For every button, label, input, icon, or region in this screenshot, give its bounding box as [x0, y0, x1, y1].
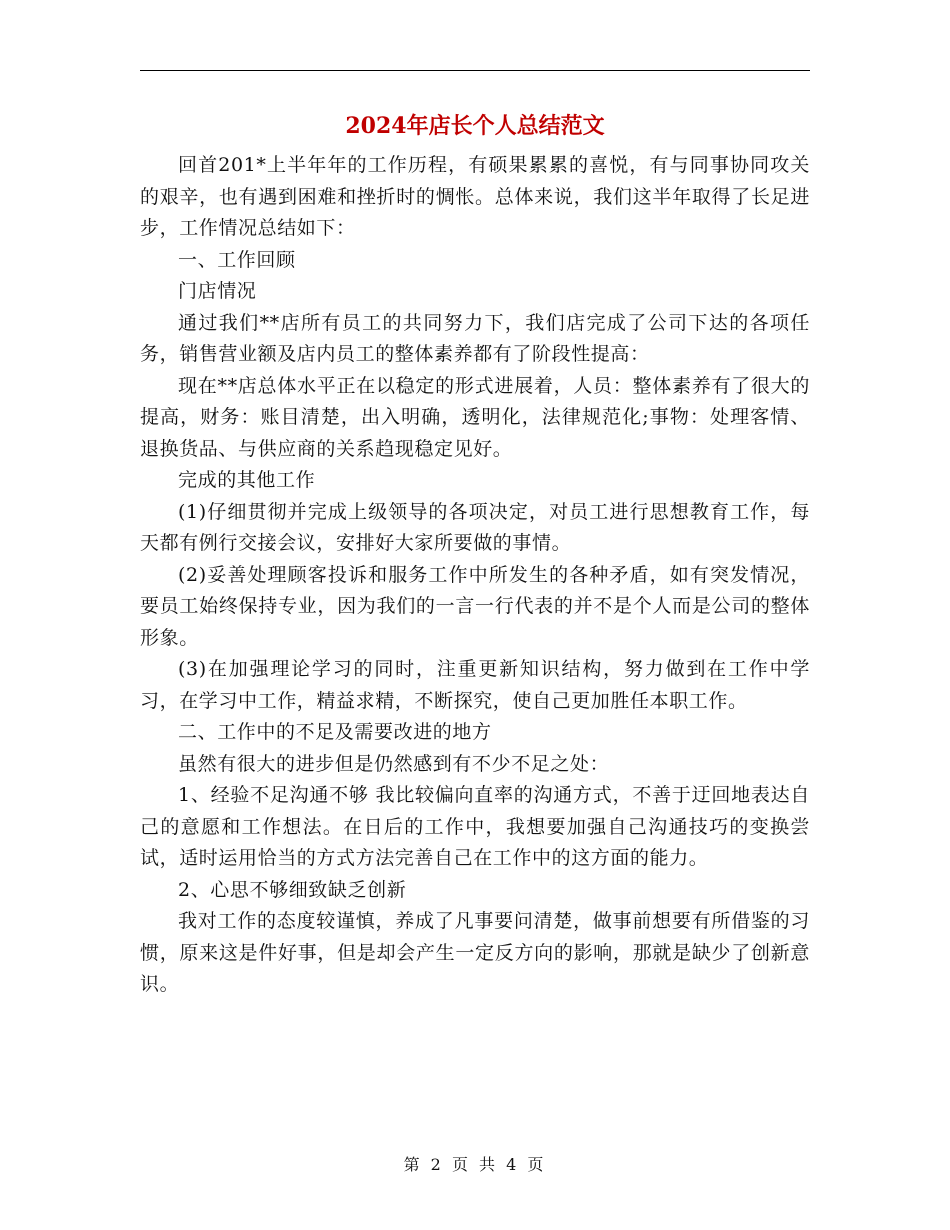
paragraph-communication: 1、经验不足沟通不够 我比较偏向直率的沟通方式，不善于迂回地表达自己的意愿和工作想法。在日后的工作中，我想要加强自己沟通技巧的变换尝试，适时运用恰当的方式方法完善自己在工作中的这方面的能力。: [140, 784, 810, 869]
subheading-store-status: 门店情况: [178, 280, 257, 302]
paragraph-shortcomings-intro: 虽然有很大的进步但是仍然感到有不少不足之处：: [178, 752, 610, 775]
document-title: 2024年店长个人总结范文: [345, 113, 605, 139]
paragraph-innovation: 我对工作的态度较谨慎，养成了凡事要问清楚，做事前想要有所借鉴的习惯，原来这是件好事，但是却会产生一定反方向的影响，那就是缺少了创新意识。: [140, 910, 810, 995]
subheading-other-work: 完成的其他工作: [178, 469, 316, 491]
list-item-2: (2)妥善处理顾客投诉和服务工作中所发生的各种矛盾，如有突发情况，要员工始终保持专业，因为我们的一言一行代表的并不是个人而是公司的整体形象。: [140, 563, 810, 649]
document-body: [140, 150, 810, 1001]
list-item-3: (3)在加强理论学习的同时，注重更新知识结构，努力做到在工作中学习，在学习中工作，精益求精，不断探究，使自己更加胜任本职工作。: [140, 658, 810, 712]
section-heading-review: 一、工作回顾: [178, 248, 296, 271]
subheading-innovation: 2、心思不够细致缺乏创新: [178, 878, 407, 901]
header-rule: [140, 70, 810, 71]
paragraph-store-level: 现在**店总体水平正在以稳定的形式进展着，人员：整体素养有了很大的提高，财务：账目清楚，出入明确，透明化，法律规范化;事物：处理客情、退换货品、与供应商的关系趋现稳定见好。: [140, 374, 810, 460]
page-number-footer: 第 2 页 共 4 页: [403, 1155, 547, 1174]
section-heading-shortcomings: 二、工作中的不足及需要改进的地方: [178, 721, 492, 743]
paragraph-store-tasks: 通过我们**店所有员工的共同努力下，我们店完成了公司下达的各项任务，销售营业额及店内员工的整体素养都有了阶段性提高：: [140, 311, 810, 365]
paragraph-intro: 回首201*上半年年的工作历程，有硕果累累的喜悦，有与同事协同攻关的艰辛，也有遇到困难和挫折时的惆怅。总体来说，我们这半年取得了长足进步，工作情况总结如下：: [140, 154, 810, 239]
list-item-1: (1)仔细贯彻并完成上级领导的各项决定，对员工进行思想教育工作，每天都有例行交接会议，安排好大家所要做的事情。: [140, 500, 810, 554]
